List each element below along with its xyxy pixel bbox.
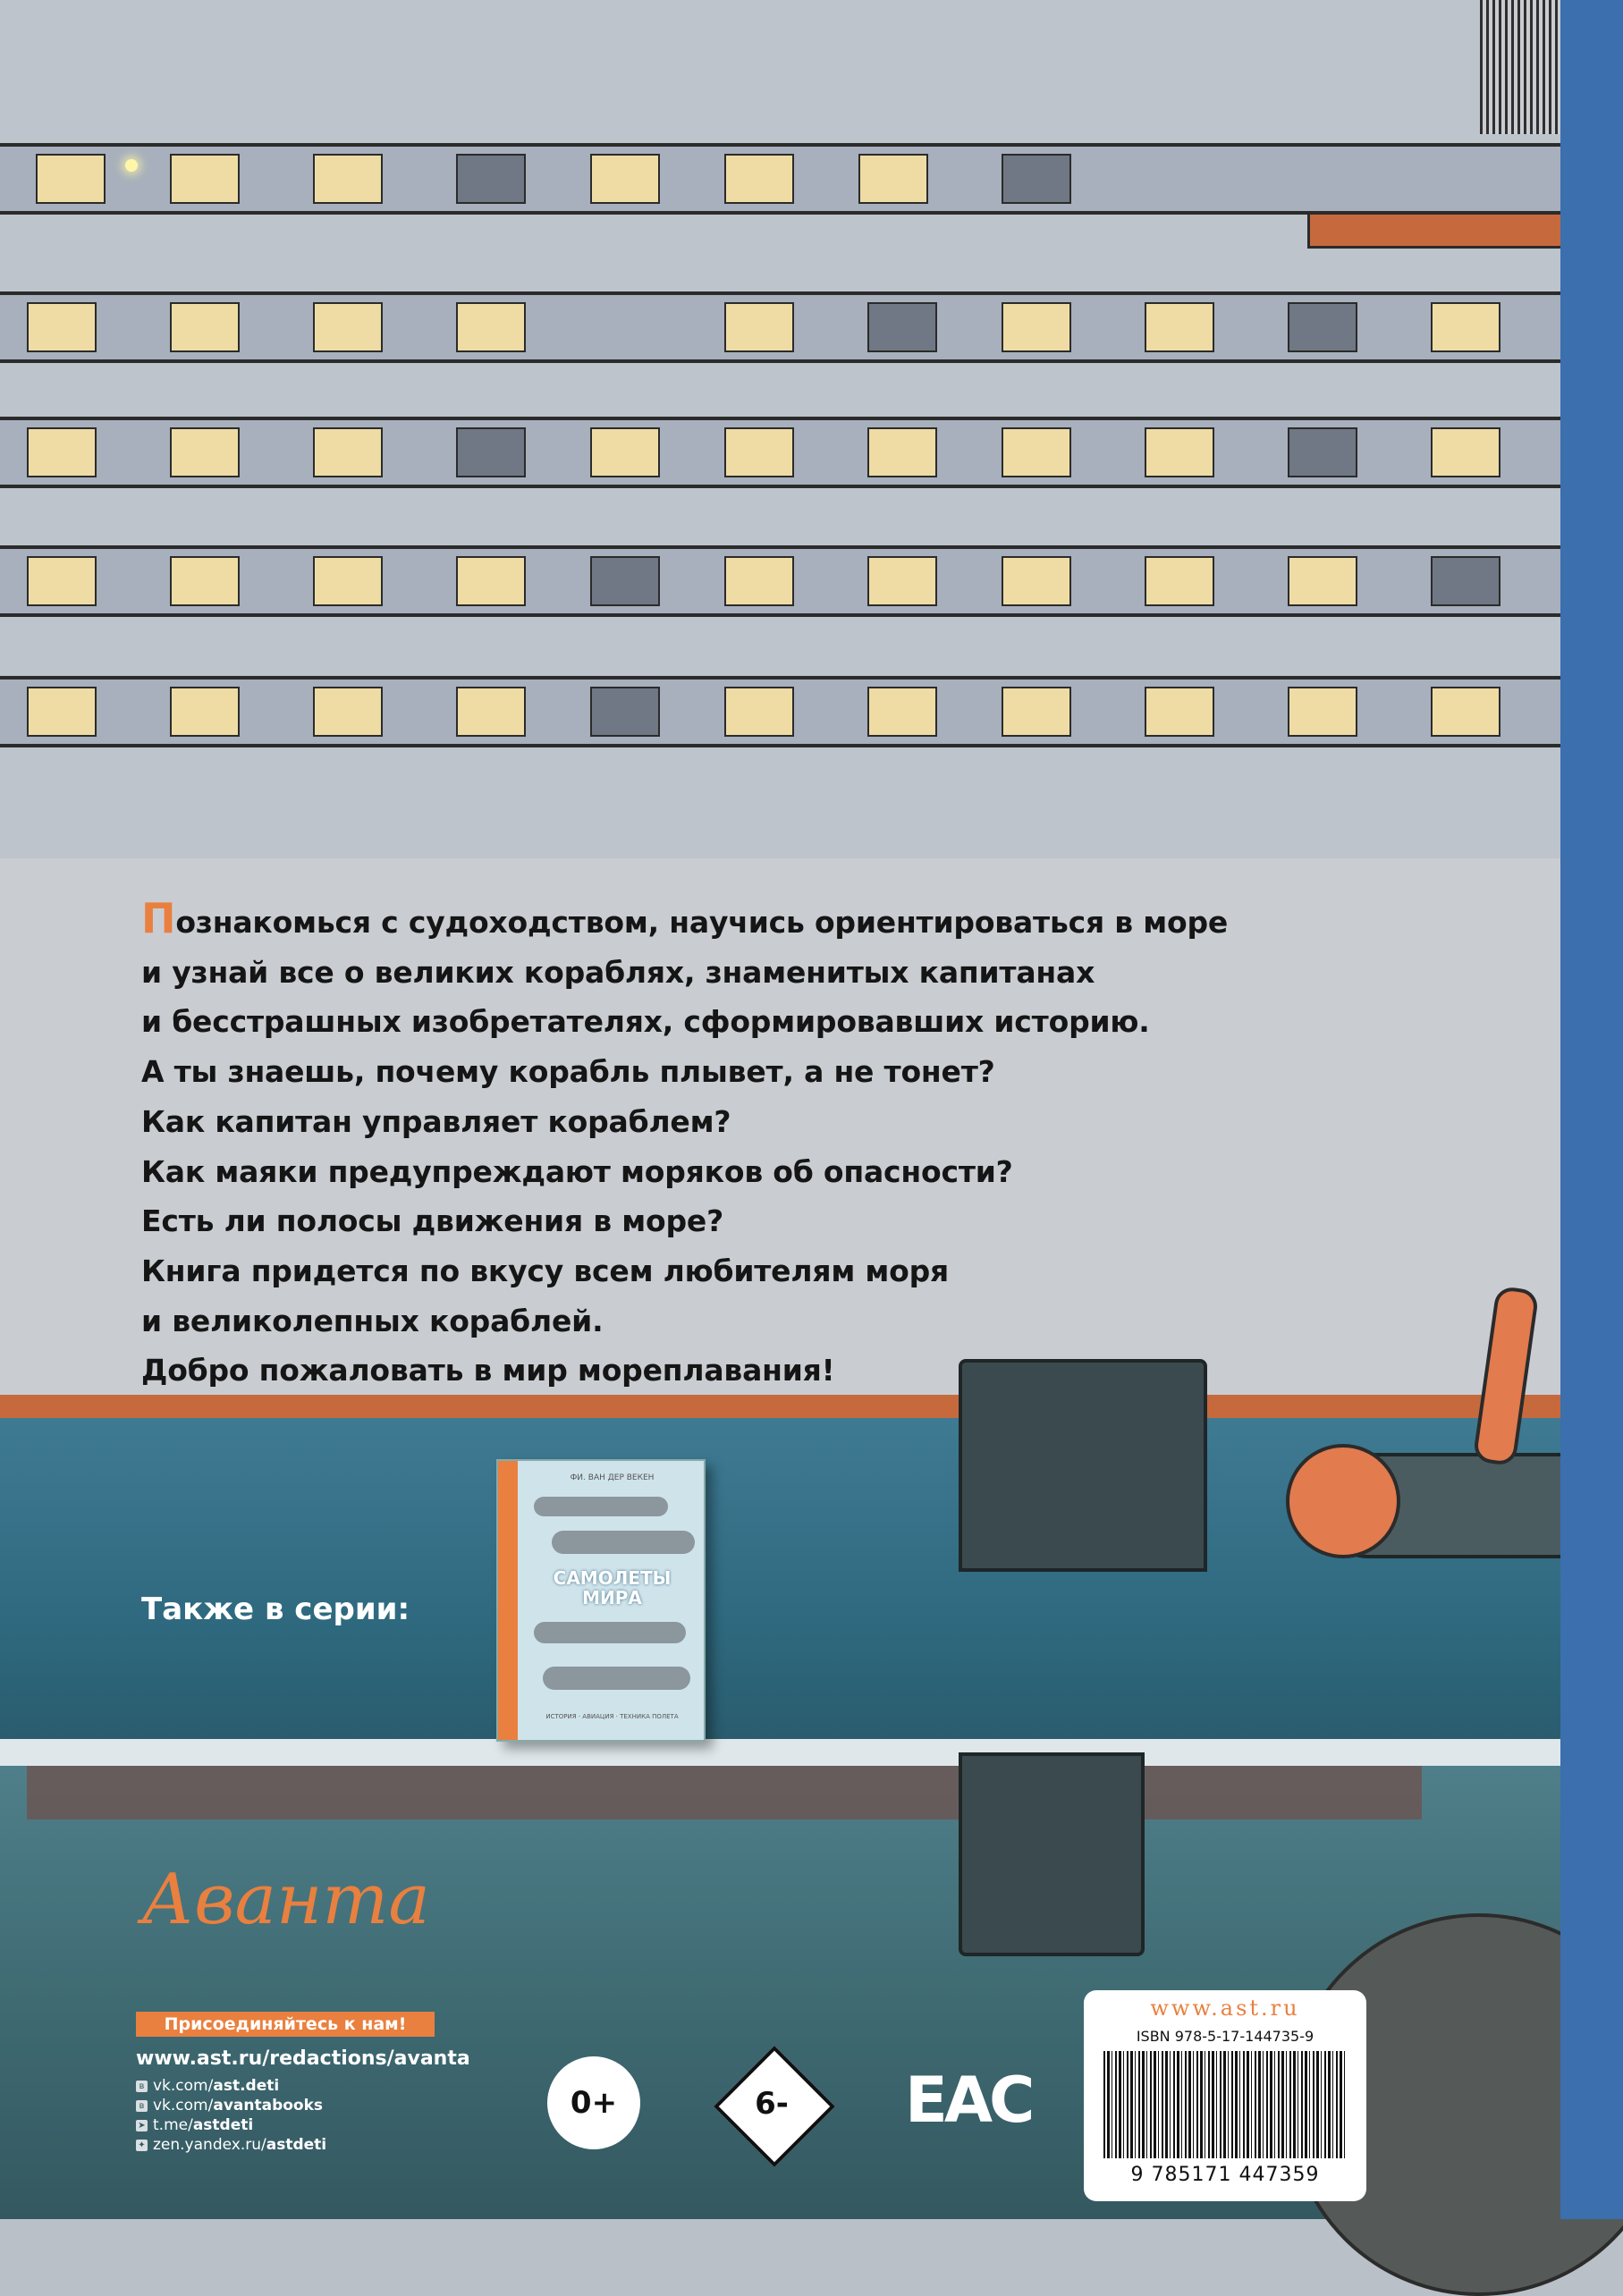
airplane-icon xyxy=(543,1667,690,1690)
ship-window xyxy=(867,556,937,606)
book-description xyxy=(141,894,1518,1396)
book-spine-edge xyxy=(1560,0,1623,2219)
ship-window xyxy=(1002,687,1071,737)
ship-window xyxy=(867,427,937,477)
telegram-icon: ➤ xyxy=(136,2120,148,2131)
ship-window xyxy=(170,687,240,737)
description-line: и бесстрашных изобретателях, сформировавших историю. xyxy=(141,1004,1150,1040)
octopus-tentacle-curl xyxy=(1286,1444,1400,1558)
ship-window xyxy=(456,556,526,606)
ship-window xyxy=(858,154,928,204)
ship-window xyxy=(724,427,794,477)
ship-window xyxy=(456,302,526,352)
barcode-number: 9 785171 447359 xyxy=(1130,2164,1320,2186)
airplane-icon xyxy=(552,1531,695,1554)
ship-window xyxy=(590,154,660,204)
barcode-icon xyxy=(1103,2051,1347,2158)
ship-window xyxy=(170,556,240,606)
social-link[interactable]: в vk.com/avantabooks xyxy=(136,2096,326,2115)
ship-window xyxy=(724,556,794,606)
ship-deck xyxy=(0,676,1560,747)
ship-deck xyxy=(0,143,1560,215)
age-series-badge xyxy=(715,2047,828,2160)
ship-window xyxy=(456,427,526,477)
ship-window xyxy=(313,302,383,352)
zen-icon: ✦ xyxy=(136,2140,148,2151)
join-us-banner: Присоединяйтесь к нам! xyxy=(136,2012,435,2037)
ship-window xyxy=(170,427,240,477)
series-book-spine xyxy=(498,1461,518,1740)
social-links xyxy=(136,2076,326,2155)
publisher-logo: Аванта xyxy=(141,1860,430,1940)
social-link[interactable]: ✦ zen.yandex.ru/astdeti xyxy=(136,2135,326,2155)
ship-window xyxy=(590,427,660,477)
ship-window xyxy=(724,154,794,204)
ship-deck xyxy=(0,291,1560,363)
ship-window xyxy=(1431,556,1500,606)
ship-window xyxy=(1145,556,1214,606)
waterline-foam xyxy=(0,1739,1623,1766)
ship-window xyxy=(1288,427,1357,477)
ship-window xyxy=(1288,687,1357,737)
drop-cap: П xyxy=(141,894,176,942)
age-rating-badge: 0+ xyxy=(547,2056,640,2149)
description-line: А ты знаешь, почему корабль плывет, а не тонет? xyxy=(141,1054,995,1090)
vk-icon: в xyxy=(136,2100,148,2112)
ship-window xyxy=(867,302,937,352)
ship-window xyxy=(27,687,97,737)
ship-hull-stripe xyxy=(0,1395,1623,1418)
description-line-1: Познакомься с судоходством, научись ориентироваться в море xyxy=(141,894,1229,942)
ship-window xyxy=(590,687,660,737)
ship-lamp xyxy=(125,159,138,172)
ship-hull-underwater xyxy=(27,1766,1422,1819)
description-line: Добро пожаловать в мир мореплавания! xyxy=(141,1353,835,1389)
ship-window xyxy=(170,154,240,204)
vk-icon: в xyxy=(136,2081,148,2092)
series-label: Также в серии: xyxy=(141,1591,410,1627)
description-line: и великолепных кораблей. xyxy=(141,1303,604,1338)
ship-window xyxy=(27,302,97,352)
series-book-author: ФИ. ВАН ДЕР ВЕКЕН xyxy=(570,1473,655,1482)
description-line: Книга придется по вкусу всем любителям моря xyxy=(141,1253,950,1288)
ship-window xyxy=(170,302,240,352)
submarine-keel xyxy=(959,1752,1145,1956)
isbn: ISBN 978-5-17-144735-9 xyxy=(1136,2028,1314,2045)
series-book-title: САМОЛЕТЫ МИРА xyxy=(553,1567,672,1608)
ship-window xyxy=(1288,556,1357,606)
ship-window xyxy=(1288,302,1357,352)
eac-mark: EAC xyxy=(905,2064,1032,2137)
ship-window xyxy=(36,154,106,204)
ship-window xyxy=(1002,302,1071,352)
ship-window xyxy=(313,427,383,477)
ship-deck xyxy=(0,417,1560,488)
barcode-site: www.ast.ru xyxy=(1150,1996,1300,2021)
ship-window xyxy=(1002,427,1071,477)
ship-window xyxy=(1431,427,1500,477)
ship-window xyxy=(1145,427,1214,477)
description-line: Как маяки предупреждают моряков об опасности? xyxy=(141,1153,1013,1189)
ship-window xyxy=(27,427,97,477)
ship-window xyxy=(1145,687,1214,737)
ship-window xyxy=(313,154,383,204)
ship-window xyxy=(313,687,383,737)
ship-window xyxy=(867,687,937,737)
ship-window xyxy=(724,687,794,737)
ship-window xyxy=(1431,687,1500,737)
ship-funnel xyxy=(1480,0,1560,134)
publisher-site-link[interactable]: www.ast.ru/redactions/avanta xyxy=(136,2047,470,2070)
ship-window xyxy=(313,556,383,606)
ship-window xyxy=(27,556,97,606)
ship-window xyxy=(1002,556,1071,606)
barcode-panel xyxy=(1084,1990,1366,2201)
ship-window xyxy=(1002,154,1071,204)
ship-window xyxy=(1431,302,1500,352)
series-book-cover[interactable] xyxy=(496,1459,706,1742)
description-line: Как капитан управляет кораблем? xyxy=(141,1103,731,1139)
ship-window xyxy=(590,556,660,606)
ship-deck xyxy=(0,545,1560,617)
series-book-subtitle: ИСТОРИЯ · АВИАЦИЯ · ТЕХНИКА ПОЛЕТА xyxy=(545,1713,679,1720)
airplane-icon xyxy=(534,1497,668,1516)
social-link[interactable]: ➤ t.me/astdeti xyxy=(136,2115,326,2135)
ship-window xyxy=(456,687,526,737)
description-line: Есть ли полосы движения в море? xyxy=(141,1203,724,1239)
ship-window xyxy=(456,154,526,204)
ship-window xyxy=(724,302,794,352)
social-link[interactable]: в vk.com/ast.deti xyxy=(136,2076,326,2096)
age-series-label: 6- xyxy=(755,2086,789,2122)
ship-window xyxy=(1145,302,1214,352)
description-line: и узнай все о великих кораблях, знаменитых капитанах xyxy=(141,954,1095,990)
airplane-icon xyxy=(534,1622,686,1643)
